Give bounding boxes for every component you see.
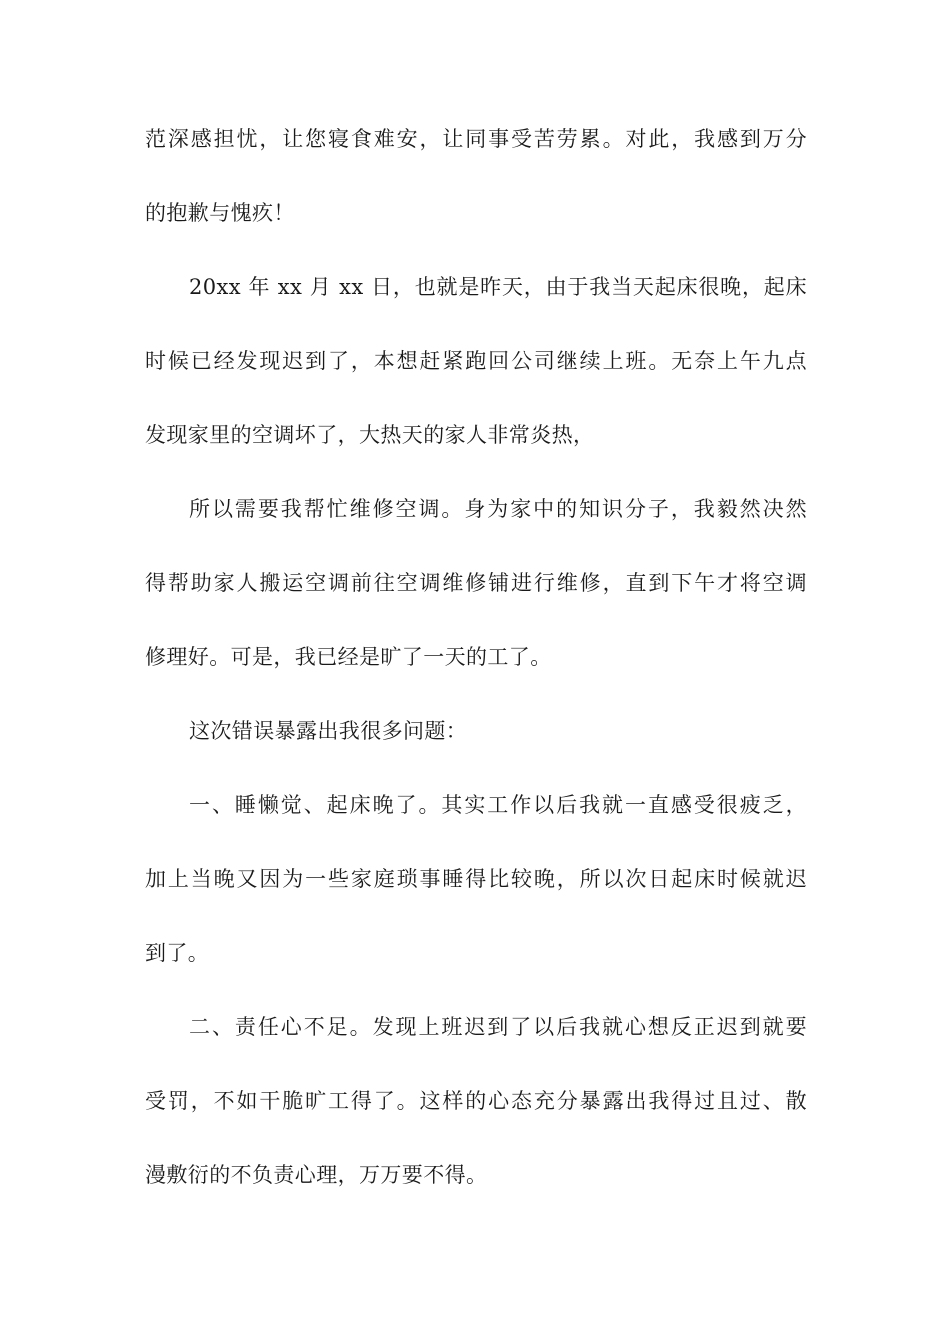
paragraph-line: 到了。 bbox=[145, 941, 210, 965]
document-body bbox=[145, 127, 807, 1237]
paragraph-line: 发现家里的空调坏了，大热天的家人非常炎热， bbox=[145, 423, 595, 447]
paragraph-line: 一、睡懒觉、起床晚了。其实工作以后我就一直感受很疲乏， bbox=[189, 793, 807, 817]
paragraph-line: 得帮助家人搬运空调前往空调维修铺进行维修，直到下午才将空调 bbox=[145, 571, 807, 595]
paragraph-line: 漫敷衍的不负责心理，万万要不得。 bbox=[145, 1163, 488, 1187]
paragraph-line: 受罚，不如干脆旷工得了。这样的心态充分暴露出我得过且过、散 bbox=[145, 1089, 807, 1113]
paragraph-line: 所以需要我帮忙维修空调。身为家中的知识分子，我毅然决然 bbox=[189, 497, 807, 521]
paragraph-line: 范深感担忧，让您寝食难安，让同事受苦劳累。对此，我感到万分 bbox=[145, 127, 807, 151]
paragraph-line: 二、责任心不足。发现上班迟到了以后我就心想反正迟到就要 bbox=[189, 1015, 807, 1039]
paragraph-line: 20xx 年 xx 月 xx 日，也就是昨天，由于我当天起床很晚，起床 bbox=[189, 275, 807, 299]
paragraph-line: 加上当晚又因为一些家庭琐事睡得比较晚，所以次日起床时候就迟 bbox=[145, 867, 807, 891]
paragraph-line: 这次错误暴露出我很多问题： bbox=[189, 719, 468, 743]
paragraph-line: 的抱歉与愧疚！ bbox=[145, 201, 295, 225]
paragraph-line: 时候已经发现迟到了，本想赶紧跑回公司继续上班。无奈上午九点 bbox=[145, 349, 807, 373]
paragraph-line: 修理好。可是，我已经是旷了一天的工了。 bbox=[145, 645, 552, 669]
